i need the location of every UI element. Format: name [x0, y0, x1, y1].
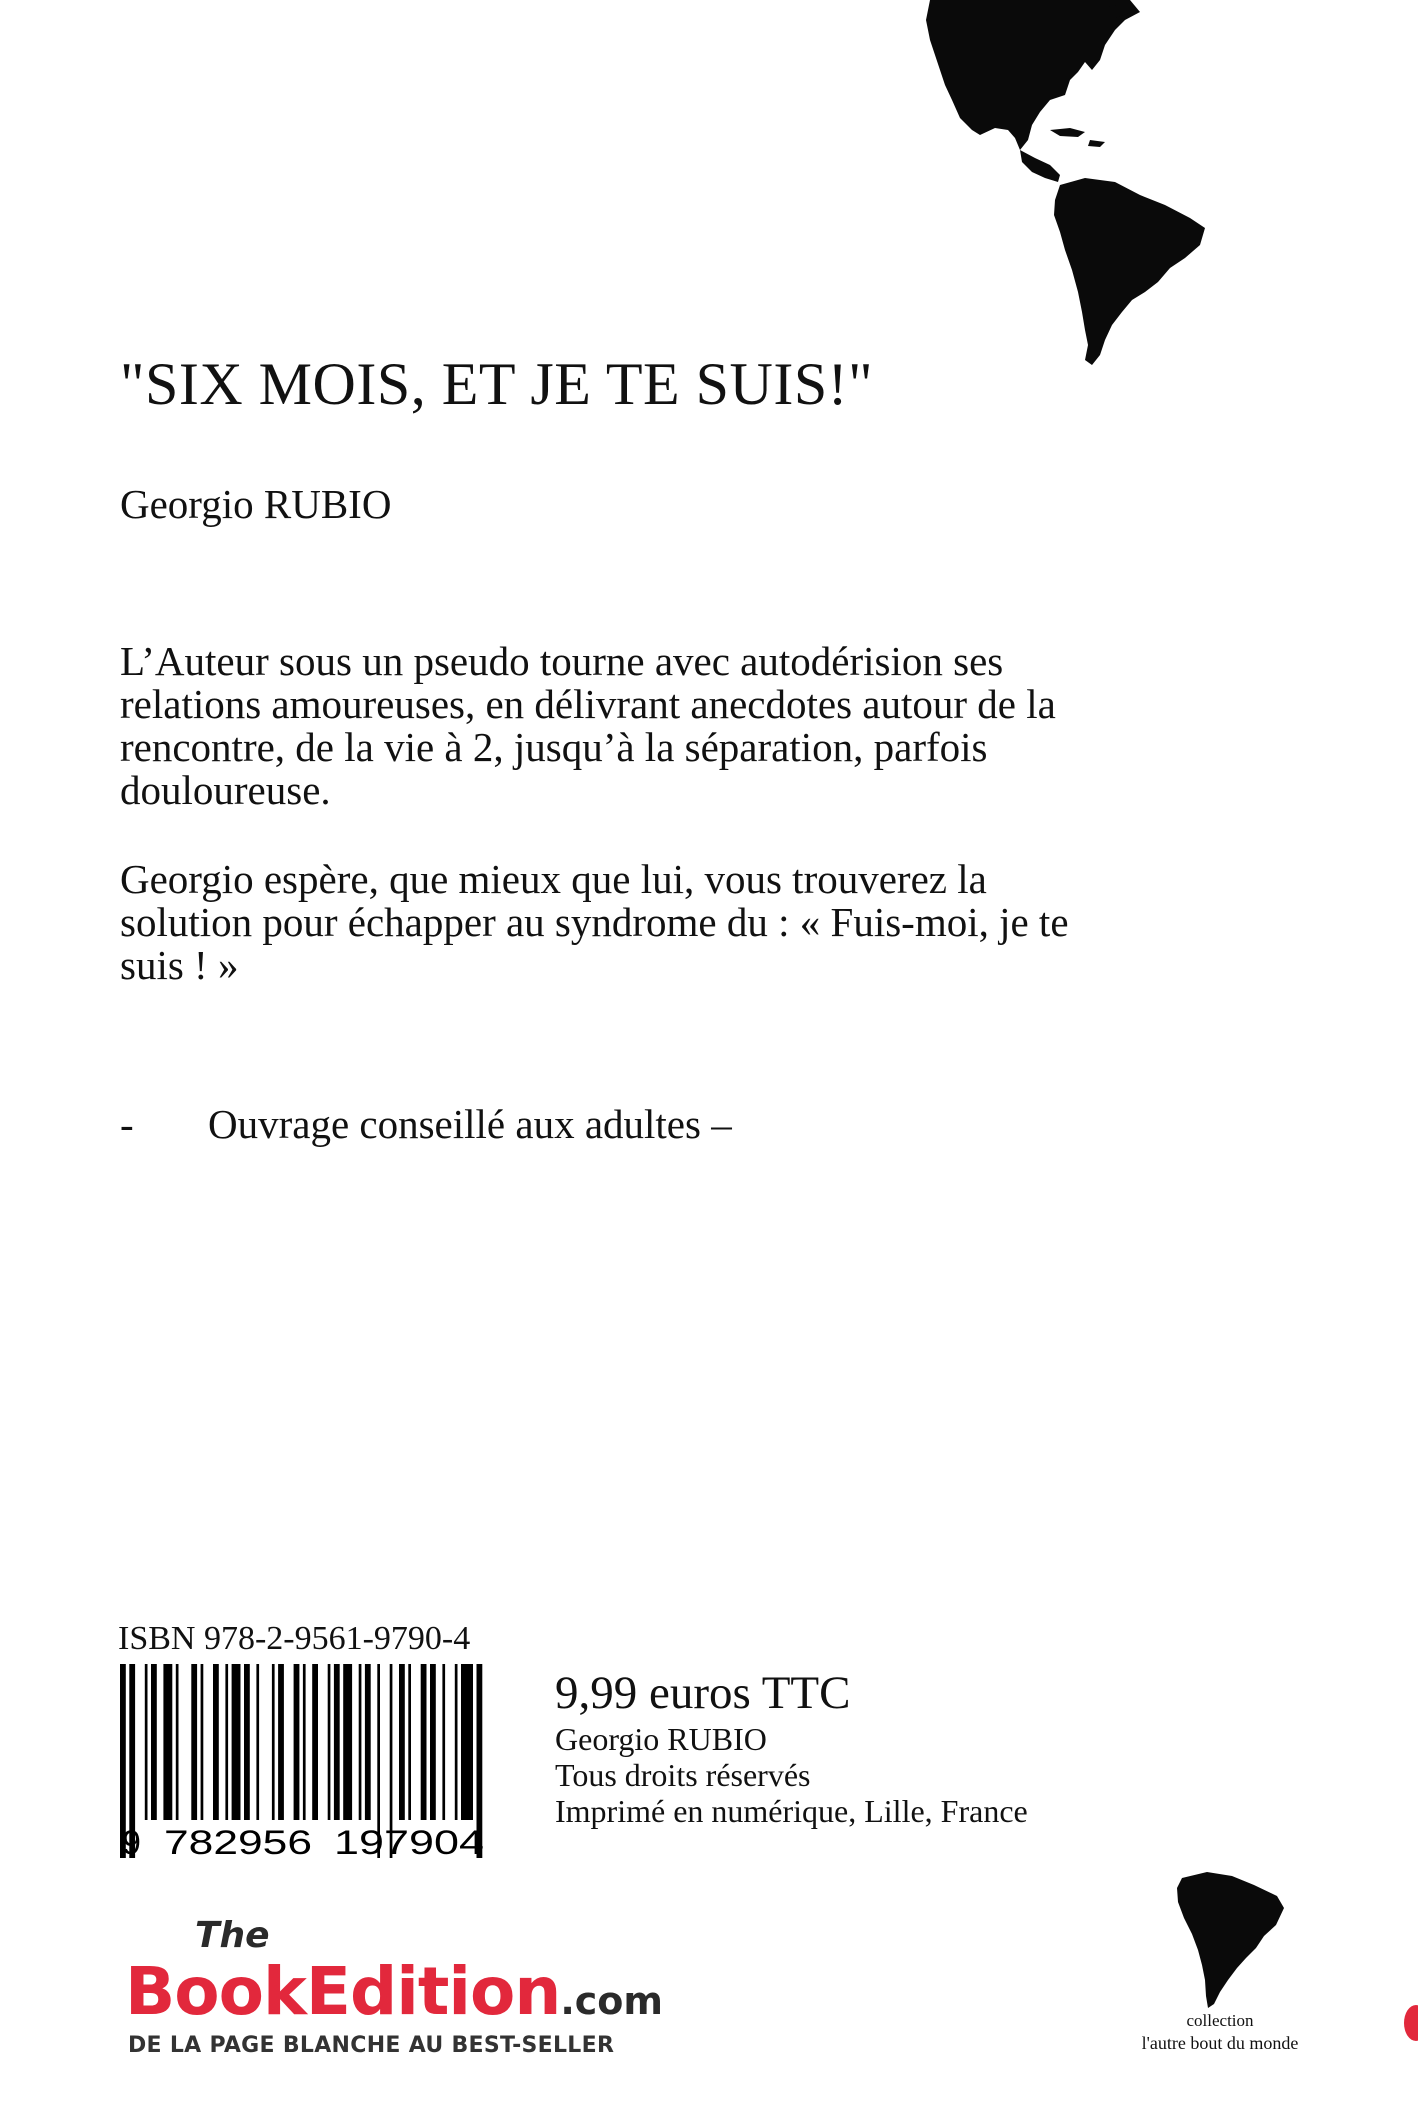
- rights-notice: Tous droits réservés: [555, 1757, 811, 1793]
- blurb-paragraph: L’Auteur sous un pseudo tourne avec autodérision ses relations amoureuses, en délivrant anecdotes autour de la rencontre, de la vie à 2, jusqu’à la séparation, parfois douloureuse.: [120, 638, 1056, 813]
- collection-name: l'autre bout du monde: [1141, 2033, 1299, 2053]
- logo-name: BookEdition: [125, 1953, 561, 2030]
- advisory-text: Ouvrage conseillé aux adultes –: [208, 1101, 732, 1147]
- logo-wordmark: [125, 1953, 663, 2030]
- isbn-label: ISBN 978-2-9561-9790-4: [118, 1620, 471, 1657]
- collection-label: [1085, 2010, 1355, 2054]
- americas-map-icon: [900, 0, 1320, 370]
- barcode-first-digit: 9: [122, 1824, 141, 1862]
- reader-advisory: [120, 1100, 732, 1148]
- barcode-digits: [116, 1818, 496, 1862]
- blurb-paragraph: Georgio espère, que mieux que lui, vous trouverez la solution pour échapper au syndrome du : « Fuis-moi, je te suis ! »: [120, 856, 1069, 988]
- imprint-info: [555, 1665, 1028, 1829]
- bookedition-logo: [125, 1915, 725, 2065]
- back-cover-blurb: [120, 640, 1080, 1033]
- barcode-right-digits: 197904: [334, 1824, 484, 1862]
- advisory-dash: -: [120, 1101, 134, 1147]
- logo-tagline: DE LA PAGE BLANCHE AU BEST-SELLER: [128, 2033, 615, 2058]
- book-title: "SIX MOIS, ET JE TE SUIS!": [120, 351, 874, 417]
- south-america-icon: [1172, 1870, 1287, 2010]
- logo-the: The: [195, 1915, 270, 1956]
- collection-word: collection: [1186, 2011, 1254, 2030]
- price: 9,99 euros TTC: [555, 1667, 851, 1719]
- print-location: Imprimé en numérique, Lille, France: [555, 1793, 1028, 1829]
- author-name: Georgio RUBIO: [120, 481, 392, 527]
- barcode-left-digits: 782956: [164, 1824, 312, 1862]
- logo-domain: .com: [560, 1979, 664, 2023]
- edge-marker: [1404, 2005, 1418, 2041]
- imprint-author: Georgio RUBIO: [555, 1721, 767, 1757]
